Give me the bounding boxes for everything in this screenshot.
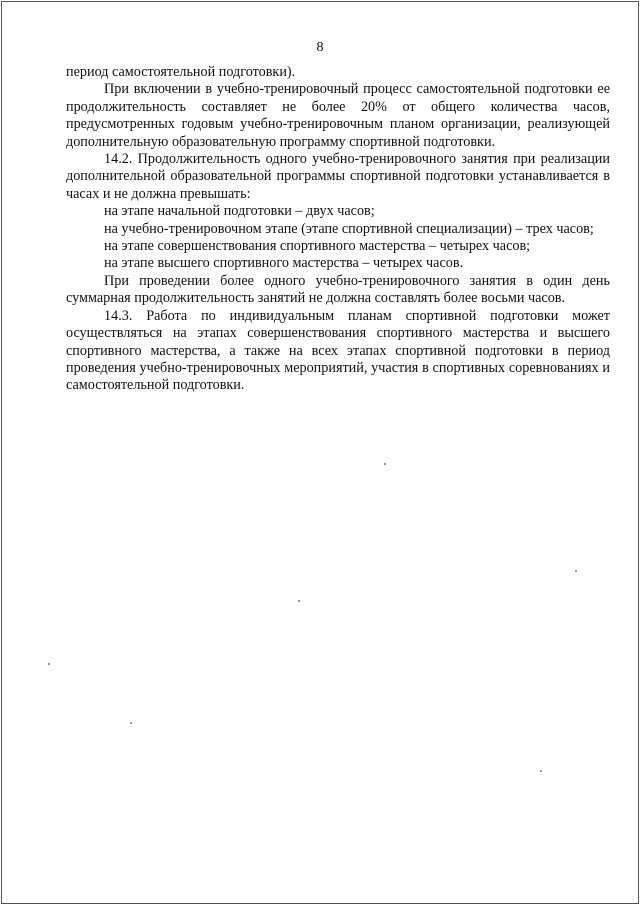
- scan-speck: [540, 770, 542, 772]
- scan-speck: [575, 570, 577, 572]
- document-body: [66, 64, 610, 395]
- list-item-highest-stage: на этапе высшего спортивного мастерства – четырех часов.: [104, 255, 464, 272]
- scan-speck: [130, 722, 132, 724]
- page-number: 8: [316, 40, 324, 55]
- scan-speck: [298, 600, 300, 602]
- list-item-improvement-stage: на этапе совершенствования спортивного мастерства – четырех часов;: [104, 238, 531, 255]
- paragraph-continuation: период самостоятельной подготовки).: [66, 64, 296, 80]
- list-item-training-stage: на учебно-тренировочном этапе (этапе спортивной специализации) – трех часов;: [104, 220, 594, 237]
- scan-speck: [384, 463, 386, 465]
- scan-speck: [48, 663, 50, 665]
- paragraph-daily-limit: При проведении более одного учебно-тренировочного занятия в один день суммарная продолжительность занятий не должна составлять более восьми часов.: [66, 272, 610, 307]
- list-item-initial-stage: на этапе начальной подготовки – двух часов;: [104, 203, 375, 220]
- paragraph-14-3: 14.3. Работа по индивидуальным планам спортивной подготовки может осуществляться на этапах совершенствования спортивного мастерства и высшего спортивного мастерства, а также на всех этапах спортивной подготовки в период проведения учебно-тренировочных мероприятий, участия в спортивных соревнованиях и самостоятельной подготовки.: [66, 307, 610, 394]
- paragraph-self-training-limit: При включении в учебно-тренировочный процесс самостоятельной подготовки ее продолжительность составляет не более 20% от общего количества часов, предусмотренных годовым учебно-тренировочным планом организации, реализующей дополнительную образовательную программу спортивной подготовки.: [66, 81, 610, 150]
- paragraph-14-2: 14.2. Продолжительность одного учебно-тренировочного занятия при реализации дополнительной образовательной программы спортивной подготовки устанавливается в часах и не должна превышать:: [66, 151, 610, 202]
